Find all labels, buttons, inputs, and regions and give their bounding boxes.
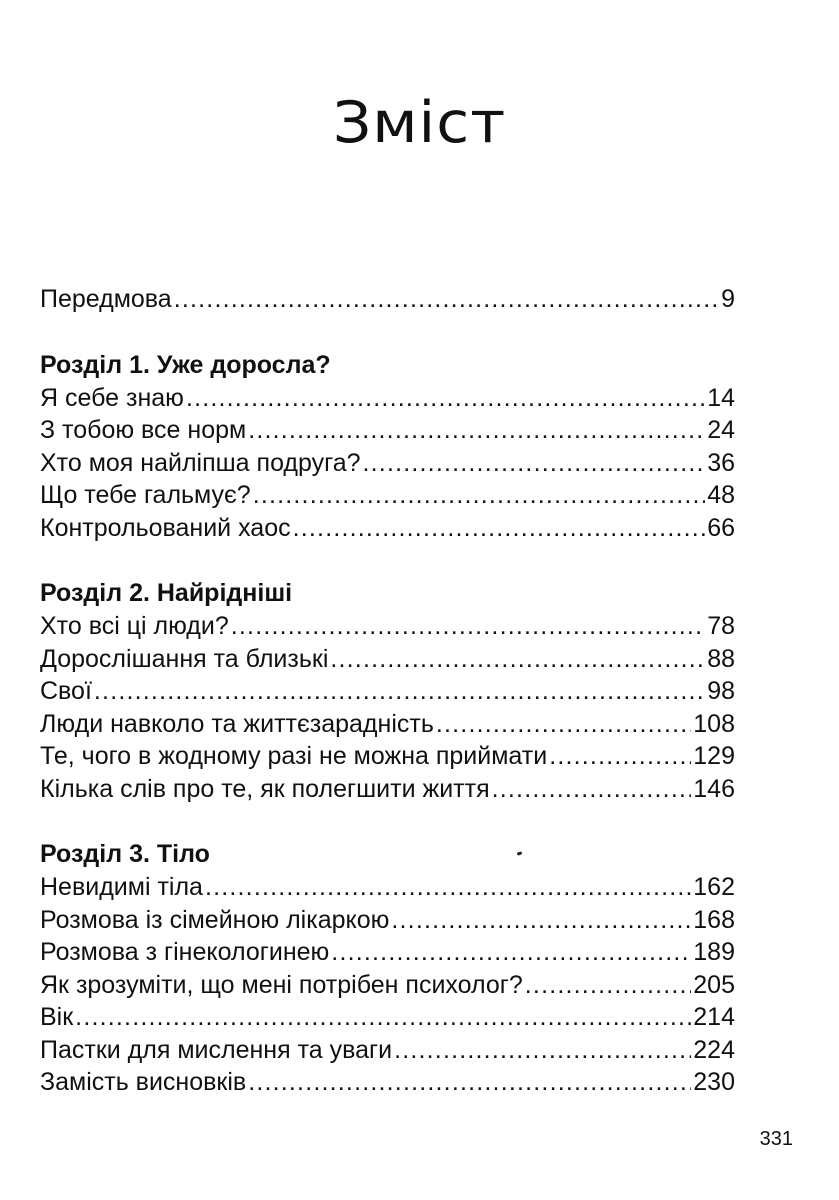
toc-entry-label: Розмова з гінекологинею xyxy=(40,938,330,966)
toc-entry[interactable] xyxy=(40,1001,735,1034)
toc-entry[interactable] xyxy=(40,1034,735,1067)
toc-entry[interactable] xyxy=(40,479,735,512)
toc-entry-label: Вік xyxy=(40,1003,74,1031)
toc-entry[interactable] xyxy=(40,675,735,708)
dot-leader xyxy=(394,1034,691,1067)
dot-leader xyxy=(330,643,705,676)
toc-entry[interactable] xyxy=(40,447,735,480)
toc-entry-page: 24 xyxy=(707,416,735,444)
toc-entry[interactable] xyxy=(40,740,735,773)
toc-entry-page: 88 xyxy=(707,644,735,673)
section-heading[interactable]: Розділ 2. Найрідніші xyxy=(40,579,293,607)
toc-entry-label: Я себе знаю xyxy=(40,383,184,412)
dot-leader xyxy=(549,740,691,773)
page-title: Зміст xyxy=(332,89,507,157)
toc-entry-label: Свої xyxy=(40,677,92,705)
toc-entry-page: 14 xyxy=(707,383,735,412)
toc-entry[interactable] xyxy=(40,1066,735,1099)
toc-entry-label: Пастки для мислення та уваги xyxy=(40,1035,393,1064)
dot-leader xyxy=(174,283,719,316)
table-of-contents xyxy=(40,283,735,1099)
dot-leader xyxy=(525,969,692,1002)
toc-entry-page: 162 xyxy=(693,873,735,901)
section-heading[interactable]: Розділ 3. Тіло xyxy=(40,840,210,868)
toc-entry-page: 224 xyxy=(693,1035,735,1064)
toc-entry-page: 129 xyxy=(693,742,735,770)
toc-entry[interactable] xyxy=(40,904,735,937)
toc-entry-label: Хто всі ці люди? xyxy=(40,612,229,640)
dot-leader xyxy=(492,773,692,806)
toc-entry-page: 108 xyxy=(693,709,735,738)
toc-entry-label: Передмова xyxy=(40,285,172,313)
dot-leader xyxy=(94,675,705,708)
toc-entry[interactable] xyxy=(40,512,735,545)
section-heading[interactable]: Розділ 1. Уже доросла? xyxy=(40,350,331,379)
dot-leader xyxy=(436,708,691,741)
toc-entry-label: Хто моя найліпша подруга? xyxy=(40,448,361,477)
toc-entry-page: 230 xyxy=(693,1068,735,1096)
toc-entry[interactable] xyxy=(40,708,735,741)
toc-entry-label: Кілька слів про те, як полегшити життя xyxy=(40,774,490,803)
toc-entry-page: 48 xyxy=(707,481,735,509)
toc-entry[interactable] xyxy=(40,773,735,806)
dot-leader xyxy=(248,1066,691,1099)
toc-entry[interactable] xyxy=(40,936,735,969)
dot-leader xyxy=(253,479,706,512)
toc-entry-page: 78 xyxy=(707,612,735,640)
toc-entry-label: Те, чого в жодному разі не можна приймати xyxy=(40,742,548,770)
toc-entry-label: Люди навколо та життєзарадність xyxy=(40,709,434,738)
toc-entry-label: Дорослішання та близькі xyxy=(40,644,329,673)
toc-entry-label: З тобою все норм xyxy=(40,416,247,444)
dot-leader xyxy=(231,610,705,643)
toc-entry[interactable] xyxy=(40,643,735,676)
toc-entry-label: Розмова із сімейною лікаркою xyxy=(40,905,390,934)
toc-entry-preface[interactable] xyxy=(40,283,735,316)
toc-entry-label: Невидимі тіла xyxy=(40,873,203,901)
toc-sections xyxy=(40,348,735,1099)
toc-entry-label: Як зрозуміти, що мені потрібен психолог? xyxy=(40,970,523,999)
toc-entry-page: 214 xyxy=(693,1003,735,1031)
toc-entry[interactable] xyxy=(40,610,735,643)
toc-entry-page: 9 xyxy=(721,285,735,313)
toc-entry[interactable] xyxy=(40,382,735,415)
toc-entry-page: 98 xyxy=(707,677,735,705)
toc-entry[interactable] xyxy=(40,414,735,447)
dot-leader xyxy=(205,871,691,904)
toc-entry-page: 205 xyxy=(693,970,735,999)
dot-leader xyxy=(331,936,691,969)
page-number: 331 xyxy=(759,1128,793,1150)
toc-entry-page: 66 xyxy=(707,513,735,542)
dot-leader xyxy=(75,1001,691,1034)
toc-entry-page: 146 xyxy=(693,774,735,803)
toc-entry[interactable] xyxy=(40,969,735,1002)
toc-entry-page: 189 xyxy=(693,938,735,966)
dot-leader xyxy=(391,904,691,937)
dot-leader xyxy=(293,512,706,545)
toc-entry-label: Замість висновків xyxy=(40,1068,247,1096)
dot-leader xyxy=(186,382,705,415)
toc-entry-page: 168 xyxy=(693,905,735,934)
toc-entry-label: Контрольований хаос xyxy=(40,513,291,542)
toc-entry-label: Що тебе гальмує? xyxy=(40,481,251,509)
toc-entry-page: 36 xyxy=(707,448,735,477)
dot-leader xyxy=(363,447,706,480)
dot-leader xyxy=(248,414,705,447)
toc-entry[interactable] xyxy=(40,871,735,904)
